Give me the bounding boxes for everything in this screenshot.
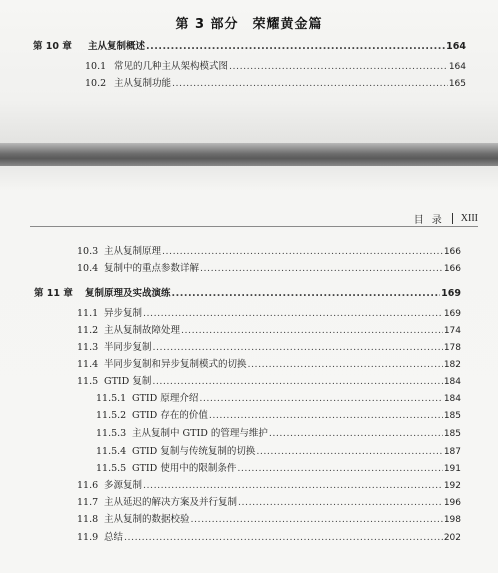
dot-leader [199,393,442,405]
toc-entry-page: 191 [443,464,461,474]
toc-entry-title: 主从复制中 GTID 的管理与维护 [132,428,268,439]
toc-entry-number: 11.5 [77,376,99,387]
toc-entry-number: 11.5.5 [96,463,127,474]
dot-leader [269,428,443,440]
toc-entry-title: 异步复制 [104,308,143,319]
toc-entry-chapter-10 [33,41,466,53]
toc-entry-number: 11.7 [77,497,99,508]
toc-entry-page: 166 [443,264,461,274]
toc-entry-title: 复制原理及实战演练 [85,288,171,299]
toc-entry-11-5-1 [96,393,461,405]
toc-entry-number: 11.2 [77,325,99,336]
toc-entry-page: 202 [443,533,461,543]
toc-entry-page: 185 [443,411,461,421]
dot-leader [256,446,442,458]
toc-entry-page: 187 [443,447,461,457]
dot-leader [209,410,443,422]
toc-entry-page: 169 [441,288,461,299]
toc-entry-page: 198 [443,515,461,525]
toc-entry-number: 11.9 [77,532,99,543]
dot-leader [238,497,443,509]
toc-entry-title: 半同步复制 [104,342,152,353]
toc-entry-11-5-4 [96,446,461,458]
dot-leader [181,325,443,337]
toc-entry-number: 10.2 [85,78,107,89]
toc-entry-11-7 [77,497,461,509]
toc-entry-11-4 [77,359,461,371]
toc-entry-number: 11.3 [77,342,99,353]
running-head-page-number: XIII [460,213,478,224]
toc-entry-page: 185 [443,429,461,439]
toc-entry-11-3 [77,342,461,354]
dot-leader [153,342,443,354]
toc-entry-title: GTID 复制 [104,376,152,387]
toc-entry-number: 11.5.2 [96,410,127,421]
dot-leader [143,480,443,492]
toc-entry-11-6 [77,480,461,492]
toc-entry-11-8 [77,514,461,526]
toc-entry-number: 11.5.3 [96,428,127,439]
toc-entry-title: 主从复制的数据校验 [104,514,190,525]
toc-entry-page: 178 [443,343,461,353]
toc-entry-11-5-3 [96,428,461,440]
toc-entry-title: GTID 原理介绍 [132,393,199,404]
toc-entry-11-5-5 [96,463,461,475]
toc-entry-title: 半同步复制和异步复制模式的切换 [104,359,247,370]
toc-entry-number: 10.3 [77,246,99,257]
part-title: 第 3 部分 荣耀黄金篇 [175,17,323,32]
toc-entry-title: 主从复制概述 [88,41,146,52]
dot-leader [124,532,443,544]
dot-leader [146,41,445,53]
toc-page-upper [0,0,498,143]
toc-entry-page: 174 [443,326,461,336]
dot-leader [162,246,443,258]
dot-leader [143,308,443,320]
toc-page-lower [0,166,498,573]
dot-leader [248,359,443,371]
toc-entry-10-1 [85,61,466,73]
dot-leader [172,288,441,300]
toc-entry-number: 第 11 章 [34,288,73,299]
toc-entry-number: 第 10 章 [33,41,72,52]
running-head-title: 目录 [413,215,450,226]
toc-entry-number: 11.1 [77,308,99,319]
toc-entry-page: 169 [443,309,461,319]
toc-entry-page: 165 [448,79,466,89]
toc-entry-10-3 [77,246,461,258]
dot-leader [152,376,442,388]
toc-entry-11-5 [77,376,461,388]
toc-entry-page: 184 [443,394,461,404]
toc-entry-title: GTID 存在的价值 [132,410,208,421]
toc-entry-number: 10.1 [85,61,107,72]
toc-entry-page: 164 [446,41,466,52]
toc-entry-11-9 [77,532,461,544]
dot-leader [200,263,443,275]
toc-entry-title: 主从复制原理 [104,246,162,257]
toc-entry-title: 主从复制故障处理 [104,325,181,336]
toc-entry-11-5-2 [96,410,461,422]
toc-entry-page: 196 [443,498,461,508]
toc-entry-page: 166 [443,247,461,257]
toc-entry-number: 11.5.4 [96,446,127,457]
toc-entry-page: 192 [443,481,461,491]
toc-entry-title: GTID 使用中的限制条件 [132,463,237,474]
toc-entry-11-1 [77,308,461,320]
toc-entry-number: 11.4 [77,359,99,370]
toc-entry-title: 常见的几种主从架构模式图 [114,61,229,72]
toc-entry-number: 11.6 [77,480,99,491]
dot-leader [191,514,443,526]
toc-entry-page: 164 [448,62,466,72]
dot-leader [172,78,448,90]
toc-entry-10-4 [77,263,461,275]
toc-entry-number: 10.4 [77,263,99,274]
dot-leader [229,61,448,73]
running-head-separator [452,213,453,224]
toc-entry-title: 主从复制功能 [114,78,172,89]
toc-entry-title: GTID 复制与传统复制的切换 [132,446,256,457]
toc-entry-number: 11.5.1 [96,393,127,404]
toc-entry-chapter-11 [34,288,461,300]
dot-leader [237,463,442,475]
toc-entry-title: 复制中的重点参数详解 [104,263,200,274]
toc-entry-11-2 [77,325,461,337]
toc-entry-10-2 [85,78,466,90]
toc-entry-page: 184 [443,377,461,387]
toc-entry-page: 182 [443,360,461,370]
toc-entry-title: 总结 [104,532,124,543]
toc-entry-title: 多源复制 [104,480,143,491]
running-head [414,211,478,226]
toc-entry-title: 主从延迟的解决方案及并行复制 [104,497,238,508]
running-head-rule [30,226,478,227]
toc-entry-number: 11.8 [77,514,99,525]
